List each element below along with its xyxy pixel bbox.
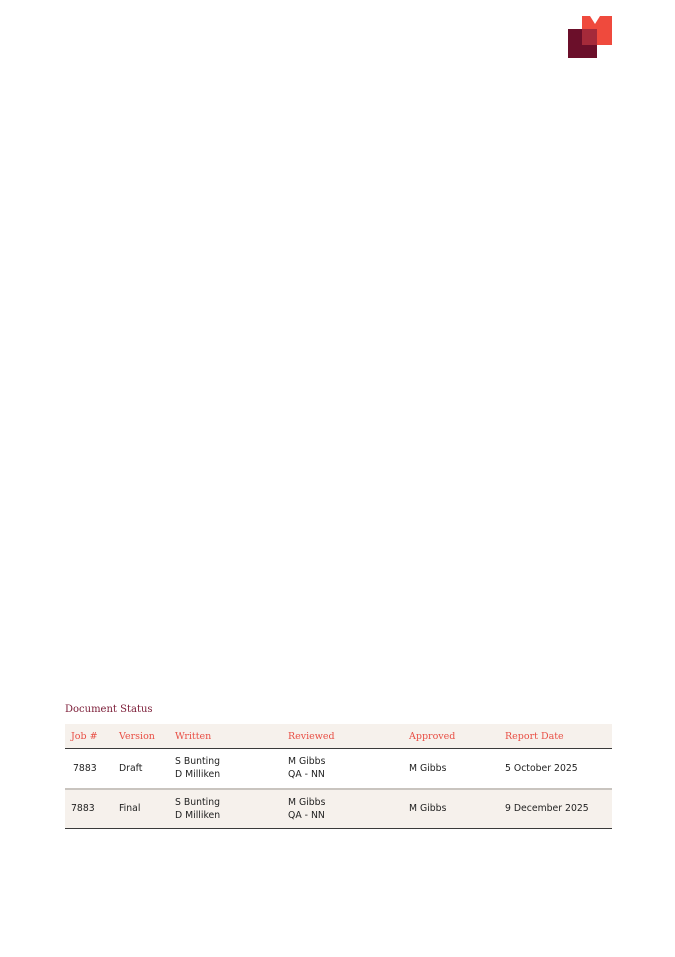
logo-icon: [568, 16, 614, 60]
header-written: Written: [169, 724, 282, 749]
header-reviewed: Reviewed: [282, 724, 403, 749]
cell-job: 7883: [65, 789, 113, 829]
header-version: Version: [113, 724, 169, 749]
cell-approved: M Gibbs: [403, 749, 499, 789]
cell-written: [169, 749, 282, 789]
written-name: S Bunting: [175, 756, 221, 768]
logo-overlap-shape: [582, 29, 597, 45]
cell-version: Final: [113, 789, 169, 829]
written-name: D Milliken: [175, 809, 221, 821]
header-job: Job #: [65, 724, 113, 749]
table-header-row: [65, 724, 612, 749]
header-approved: Approved: [403, 724, 499, 749]
reviewed-name: M Gibbs: [288, 756, 326, 768]
section-title: Document Status: [65, 704, 153, 715]
header-report-date: Report Date: [499, 724, 612, 749]
company-logo: [568, 16, 614, 60]
reviewed-name: M Gibbs: [288, 796, 326, 808]
cell-written: [169, 789, 282, 829]
written-name: D Milliken: [175, 769, 221, 781]
reviewed-name: QA - NN: [288, 769, 325, 781]
document-status-section: [65, 703, 612, 829]
document-status-table: [65, 724, 612, 829]
table-row: [65, 789, 612, 829]
cell-report-date: 9 December 2025: [499, 789, 612, 829]
cell-report-date: 5 October 2025: [499, 749, 612, 789]
cell-reviewed: [282, 789, 403, 829]
reviewed-name: QA - NN: [288, 809, 325, 821]
cell-job: 7883: [65, 749, 113, 789]
cell-approved: M Gibbs: [403, 789, 499, 829]
table-row: [65, 749, 612, 789]
written-name: S Bunting: [175, 796, 221, 808]
cell-reviewed: [282, 749, 403, 789]
cell-version: Draft: [113, 749, 169, 789]
